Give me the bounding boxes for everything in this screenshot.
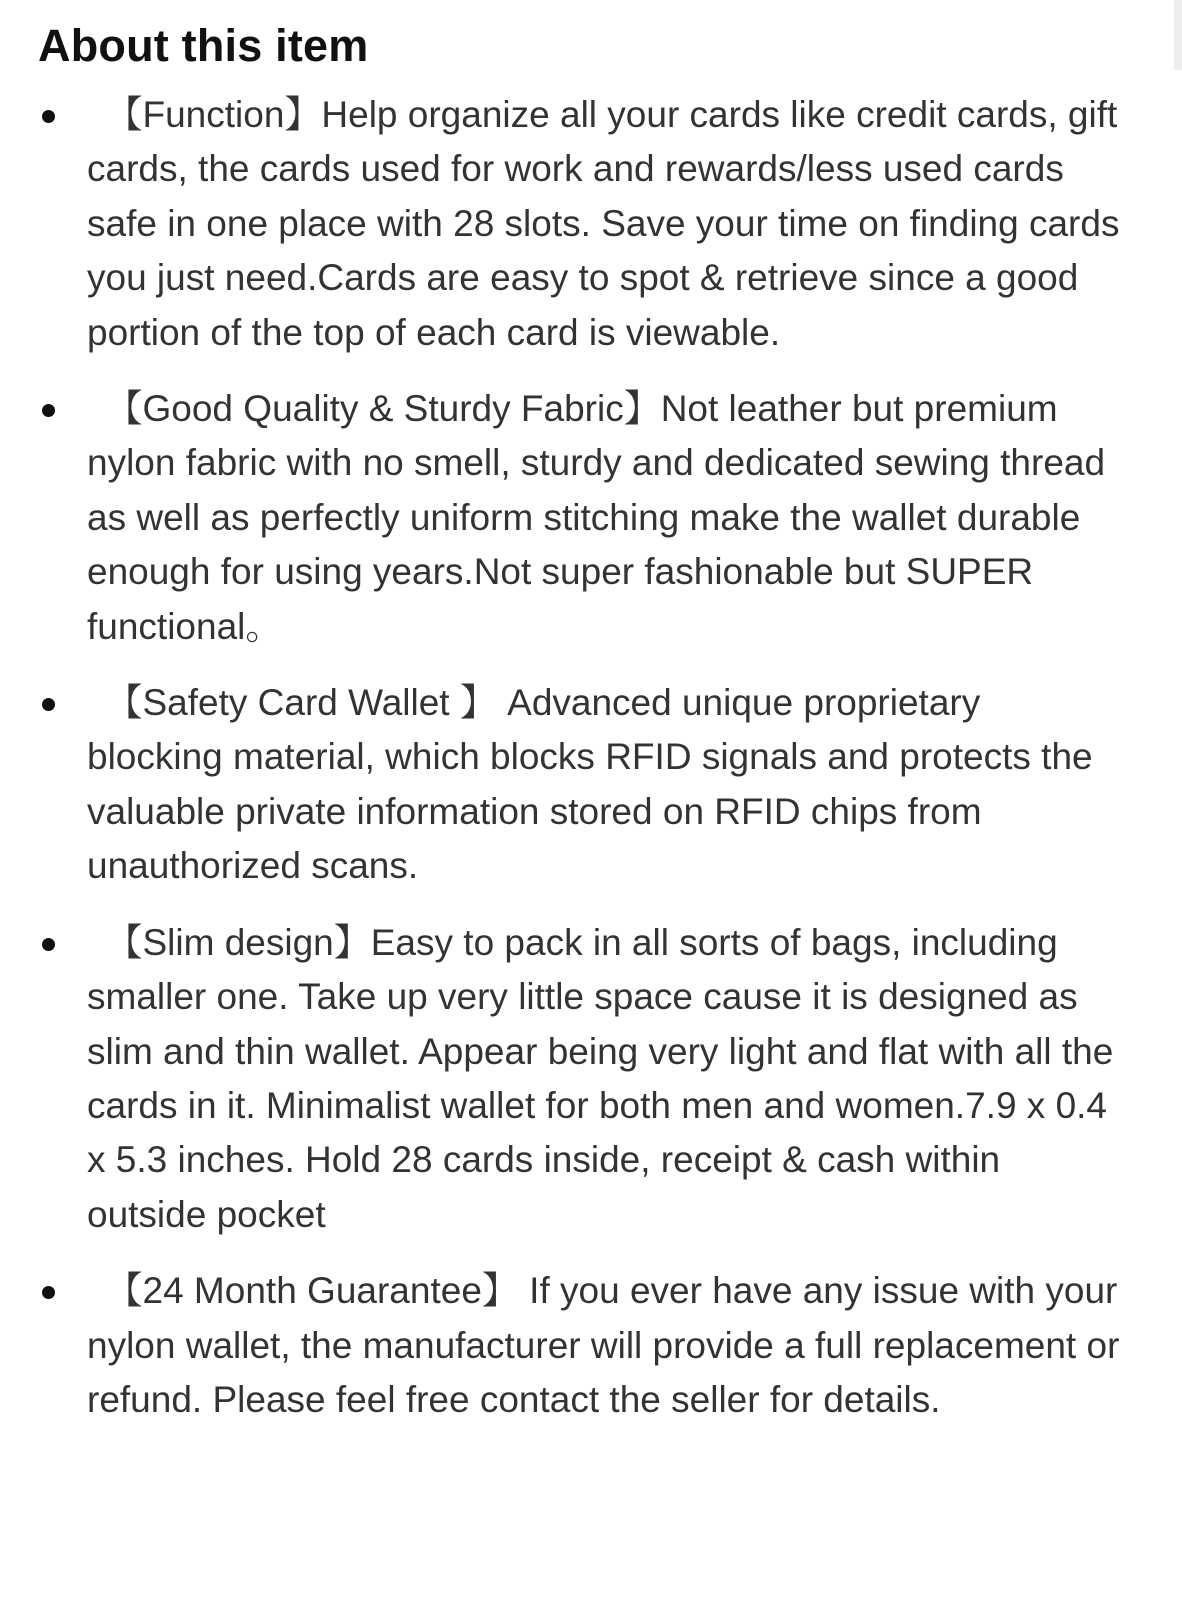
feature-bullet-list	[0, 88, 1182, 1449]
scrollbar-edge	[1174, 0, 1182, 70]
bullet-dot-icon	[42, 110, 55, 123]
bullet-dot-icon	[42, 404, 55, 417]
feature-bullet-text: 【24 Month Guarantee】 If you ever have any issue with your nylon wallet, the manufacturer will provide a full replacement or refund. Please feel free contact the seller for details.	[87, 1270, 1120, 1420]
feature-bullet-text: 【Function】Help organize all your cards like credit cards, gift cards, the cards used for work and rewards/less used cards safe in one place with 28 slots. Save your time on finding cards you just need.Cards are easy to spot & retrieve since a good portion of the top of each card is viewable.	[87, 94, 1120, 353]
feature-bullet-safety	[0, 676, 1182, 894]
feature-bullet-function	[0, 88, 1182, 360]
feature-bullet-text: 【Slim design】Easy to pack in all sorts of bags, including smaller one. Take up very little space cause it is designed as slim and thin wallet. Appear being very light and flat with all the cards in it. Minimalist wallet for both men and women.7.9 x 0.4 x 5.3 inches. Hold 28 cards inside, receipt & cash within outside pocket	[87, 921, 1114, 1235]
feature-bullet-guarantee	[0, 1264, 1182, 1427]
section-heading: About this item	[38, 20, 369, 71]
feature-bullet-slim-design	[0, 916, 1182, 1242]
feature-bullet-quality	[0, 382, 1182, 654]
bullet-dot-icon	[42, 698, 55, 711]
bullet-dot-icon	[42, 1286, 55, 1299]
bullet-dot-icon	[42, 938, 55, 951]
feature-bullet-text: 【Good Quality & Sturdy Fabric】Not leather but premium nylon fabric with no smell, sturdy and dedicated sewing thread as well as perfectly uniform stitching make the wallet durable enough for using years.Not super fashionable but SUPER functional。	[87, 388, 1106, 647]
feature-bullet-text: 【Safety Card Wallet 】 Advanced unique proprietary blocking material, which blocks RFID signals and protects the valuable private information stored on RFID chips from unauthorized scans.	[87, 682, 1093, 887]
